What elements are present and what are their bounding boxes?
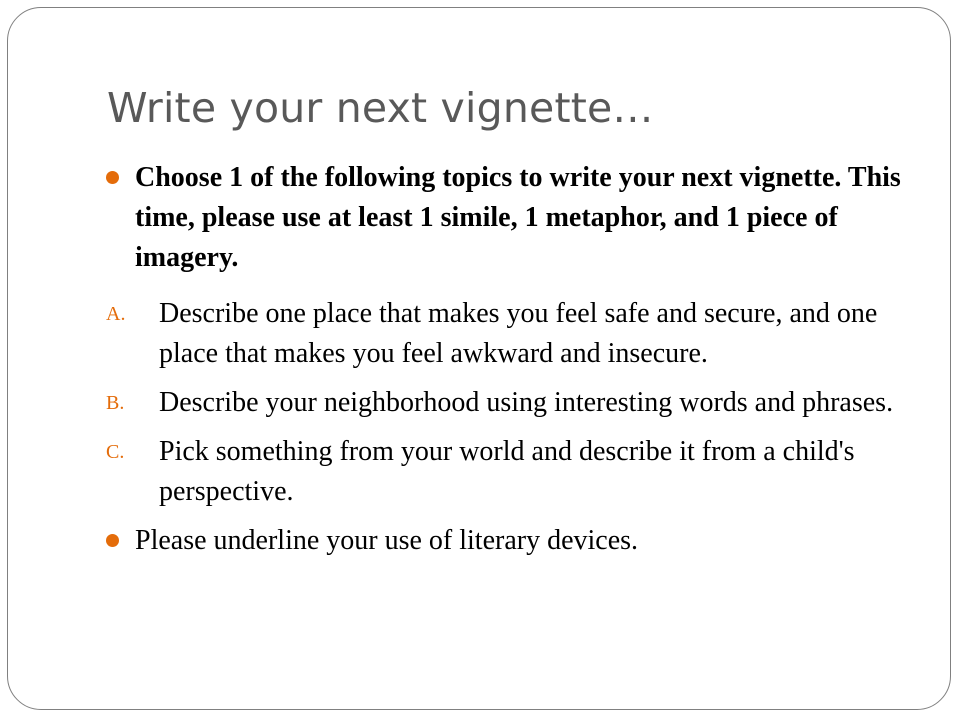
bullet-dot-icon <box>106 171 119 184</box>
sub-item-a <box>106 294 906 374</box>
sub-item-b <box>106 383 906 423</box>
bullet-text: Please underline your use of literary devices. <box>135 525 639 556</box>
sub-item-text: Describe your neighborhood using interesting words and phrases. <box>159 387 894 418</box>
bullet-item-instructions <box>106 158 906 278</box>
slide-content <box>106 158 906 561</box>
sub-item-text: Pick something from your world and describe it from a child's perspective. <box>159 436 855 507</box>
sub-item-marker: B. <box>106 392 125 414</box>
sub-item-text: Describe one place that makes you feel safe and secure, and one place that makes you feel awkward and insecure. <box>159 298 878 369</box>
sub-item-marker: C. <box>106 441 125 463</box>
sub-item-marker: A. <box>106 303 126 325</box>
bullet-text: Choose 1 of the following topics to write your next vignette. This time, please use at least 1 simile, 1 metaphor, and 1 piece of imagery. <box>135 162 901 273</box>
slide-title: Write your next vignette… <box>107 84 654 132</box>
sub-item-c <box>106 432 906 512</box>
bullet-item-underline-note <box>106 521 906 561</box>
bullet-dot-icon <box>106 534 119 547</box>
